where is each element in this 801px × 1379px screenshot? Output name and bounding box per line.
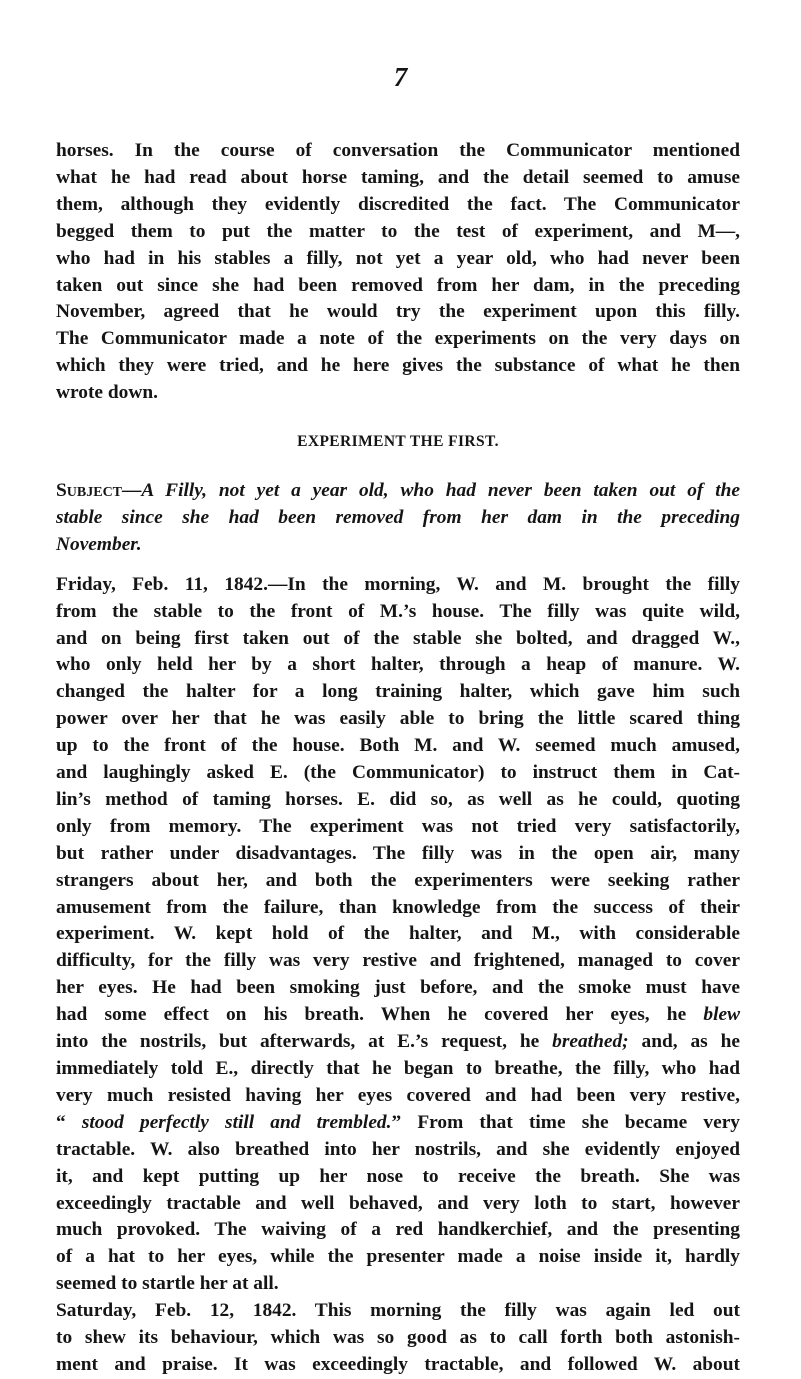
text-line: to shew its behaviour, which was so good as to call forth both astonish- <box>56 1327 740 1349</box>
text-line: from the stable to the front of M.’s house. The filly was quite wild, <box>56 600 740 622</box>
text-line: them, although they evidently discredited the fact. The Communicator <box>56 193 740 215</box>
text-line: amusement from the failure, than knowledge from the success of their <box>56 896 740 918</box>
text-line: only from memory. The experiment was not tried very satisfactorily, <box>56 815 740 837</box>
text-line: wrote down. <box>56 382 158 404</box>
text-fragment: and, as he <box>628 1031 740 1053</box>
text-line: who had in his stables a filly, not yet a year old, who had never been <box>56 247 740 269</box>
text-line: November, agreed that he would try the experiment upon this filly. <box>56 301 740 323</box>
text-line: Friday, Feb. 11, 1842.—In the morning, W. and M. brought the filly <box>56 573 740 595</box>
text-fragment: ” From that time she became very <box>391 1111 740 1133</box>
text-line: it, and kept putting up her nose to receive the breath. She was <box>56 1165 740 1187</box>
text-line: The Communicator made a note of the experiments on the very days on <box>56 328 740 350</box>
text-line: strangers about her, and both the experimenters were seeking rather <box>56 869 740 891</box>
subject-text: stable since she had been removed from her dam in the preceding <box>56 506 740 528</box>
emphasis-breathed: breathed; <box>552 1031 629 1053</box>
text-line: seemed to startle her at all. <box>56 1273 279 1295</box>
text-line: exceedingly tractable and well behaved, and very loth to start, however <box>56 1192 740 1214</box>
quote-open: “ <box>56 1111 82 1133</box>
subject-dash: — <box>122 479 142 501</box>
text-line <box>56 1029 740 1056</box>
text-line <box>56 1002 740 1029</box>
emphasis-quote: stood perfectly still and trembled. <box>81 1111 392 1133</box>
section-heading: EXPERIMENT THE FIRST. <box>297 433 499 451</box>
emphasis-blew: blew <box>703 1004 740 1026</box>
text-line: and laughingly asked E. (the Communicator) to instruct them in Cat- <box>56 762 740 784</box>
text-line: immediately told E., directly that he began to breathe, the filly, who had <box>56 1058 740 1079</box>
text-line: experiment. W. kept hold of the halter, and M., with considerable <box>56 923 740 945</box>
page-number: 7 <box>393 62 408 92</box>
text-line: and on being first taken out of the stable she bolted, and dragged W., <box>56 627 740 649</box>
text-fragment: had some effect on his breath. When he covered her eyes, he <box>56 1004 704 1026</box>
subject-line <box>56 532 740 559</box>
subject-block <box>56 478 740 559</box>
text-line: ment and praise. It was exceedingly tractable, and followed W. about <box>56 1353 740 1375</box>
text-line <box>56 1110 740 1137</box>
subject-line <box>56 478 740 505</box>
text-line: taken out since she had been removed from her dam, in the preceding <box>56 274 740 296</box>
body-text <box>56 138 740 1379</box>
text-line: power over her that he was easily able to bring the little scared thing <box>56 708 740 730</box>
text-line: very much resisted having her eyes covered and had been very restive, <box>56 1084 740 1106</box>
subject-text: A Filly, not yet a year old, who had never been taken out of the <box>141 479 740 501</box>
subject-text: November. <box>56 533 142 555</box>
text-fragment: into the nostrils, but afterwards, at E.’s request, he <box>56 1031 553 1053</box>
text-line: which they were tried, and he here gives the substance of what he then <box>56 355 740 377</box>
subject-line <box>56 505 740 532</box>
text-line: horses. In the course of conversation the Communicator mentioned <box>56 140 740 161</box>
subject-label: Subject <box>56 479 123 501</box>
text-line: changed the halter for a long training halter, which gave him such <box>56 681 740 703</box>
text-line: but rather under disadvantages. The filly was in the open air, many <box>56 842 740 864</box>
friday-paragraph <box>56 572 740 1298</box>
text-line: begged them to put the matter to the test of experiment, and M—, <box>56 220 740 242</box>
text-line: who only held her by a short halter, through a heap of manure. W. <box>56 654 740 676</box>
text-line: Saturday, Feb. 12, 1842. This morning the filly was again led out <box>56 1300 740 1322</box>
text-line: of a hat to her eyes, while the presenter made a noise inside it, hardly <box>56 1246 740 1268</box>
text-line: much provoked. The waiving of a red handkerchief, and the presenting <box>56 1219 740 1241</box>
text-line: difficulty, for the filly was very restive and frightened, managed to cover <box>56 950 740 972</box>
text-line: lin’s method of taming horses. E. did so, as well as he could, quoting <box>56 788 740 810</box>
text-line: her eyes. He had been smoking just before, and the smoke must have <box>56 977 740 999</box>
intro-paragraph <box>56 138 740 407</box>
text-line: what he had read about horse taming, and the detail seemed to amuse <box>56 166 740 188</box>
text-line: tractable. W. also breathed into her nostrils, and she evidently enjoyed <box>56 1138 740 1160</box>
text-line: up to the front of the house. Both M. and W. seemed much amused, <box>56 735 740 757</box>
